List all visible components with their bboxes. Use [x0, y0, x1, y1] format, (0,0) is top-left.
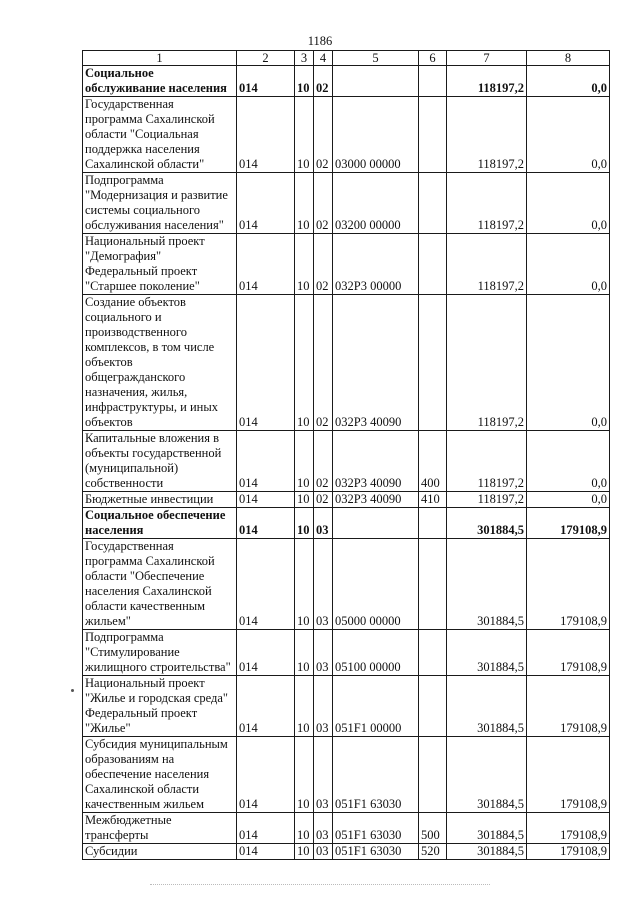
target-article-cell: 05100 00000 [333, 630, 419, 676]
item-name-line: Государственная [85, 97, 174, 111]
section-code-cell: 10 [295, 539, 314, 630]
item-name-line: населения [85, 523, 144, 537]
amount-federal-cell: 179108,9 [527, 508, 610, 539]
expense-type-cell: 410 [419, 492, 447, 508]
item-name-line: Субсидии [85, 844, 138, 858]
header-cell: 8 [527, 51, 610, 66]
amount-cell: 301884,5 [447, 813, 527, 844]
table-row [83, 676, 610, 737]
header-cell: 3 [295, 51, 314, 66]
ministry-code-cell: 014 [237, 676, 295, 737]
item-name-line: программа Сахалинской [85, 112, 215, 126]
header-cell: 5 [333, 51, 419, 66]
item-name-line: Федеральный проект [85, 264, 198, 278]
table-row [83, 737, 610, 813]
subsection-code-cell: 03 [314, 630, 333, 676]
item-name-line: Социальное [85, 66, 154, 80]
target-article-cell: 051F1 63030 [333, 737, 419, 813]
item-name-line: Капитальные вложения в [85, 431, 219, 445]
ministry-code-cell: 014 [237, 295, 295, 431]
target-article-cell [333, 66, 419, 97]
ministry-code-cell: 014 [237, 97, 295, 173]
section-code-cell: 10 [295, 66, 314, 97]
section-code-cell: 10 [295, 431, 314, 492]
item-name-line: качественным жильем [85, 797, 205, 811]
ministry-code-cell: 014 [237, 813, 295, 844]
item-name-line: обслуживания населения" [85, 218, 224, 232]
item-name-line: комплексов, в том числе [85, 340, 215, 354]
item-name-line: социального и [85, 310, 162, 324]
table-row [83, 234, 610, 295]
item-name-line: Межбюджетные [85, 813, 172, 827]
expense-type-cell: 400 [419, 431, 447, 492]
amount-federal-cell: 179108,9 [527, 676, 610, 737]
item-name-cell [83, 173, 237, 234]
item-name-line: (муниципальной) [85, 461, 179, 475]
expense-type-cell: 520 [419, 844, 447, 860]
expense-type-cell [419, 676, 447, 737]
subsection-code-cell: 03 [314, 737, 333, 813]
target-article-cell: 051F1 63030 [333, 844, 419, 860]
item-name-line: "Старшее поколение" [85, 279, 200, 293]
item-name-line: Сахалинской области" [85, 157, 205, 171]
amount-cell: 301884,5 [447, 539, 527, 630]
budget-table [82, 50, 610, 860]
item-name-line: программа Сахалинской [85, 554, 215, 568]
item-name-line: области качественным [85, 599, 206, 613]
expense-type-cell [419, 737, 447, 813]
section-code-cell: 10 [295, 173, 314, 234]
ministry-code-cell: 014 [237, 539, 295, 630]
amount-federal-cell: 0,0 [527, 492, 610, 508]
item-name-cell [83, 813, 237, 844]
amount-federal-cell: 179108,9 [527, 539, 610, 630]
subsection-code-cell: 03 [314, 813, 333, 844]
header-cell: 7 [447, 51, 527, 66]
item-name-cell [83, 431, 237, 492]
amount-federal-cell: 179108,9 [527, 813, 610, 844]
subsection-code-cell: 03 [314, 539, 333, 630]
item-name-line: области "Обеспечение [85, 569, 205, 583]
table-row [83, 539, 610, 630]
item-name-line: назначения, жилья, [85, 385, 188, 399]
item-name-cell [83, 492, 237, 508]
subsection-code-cell: 02 [314, 492, 333, 508]
subsection-code-cell: 03 [314, 844, 333, 860]
item-name-line: жилищного строительства" [85, 660, 231, 674]
item-name-cell [83, 97, 237, 173]
item-name-cell [83, 66, 237, 97]
amount-cell: 301884,5 [447, 737, 527, 813]
section-code-cell: 10 [295, 737, 314, 813]
item-name-line: "Модернизация и развитие [85, 188, 228, 202]
subsection-code-cell: 02 [314, 66, 333, 97]
amount-cell: 118197,2 [447, 431, 527, 492]
scan-dotted-artifact [150, 884, 490, 891]
item-name-cell [83, 676, 237, 737]
expense-type-cell [419, 97, 447, 173]
expense-type-cell [419, 66, 447, 97]
table-row [83, 431, 610, 492]
header-row [83, 51, 610, 66]
amount-cell: 301884,5 [447, 844, 527, 860]
amount-federal-cell: 0,0 [527, 97, 610, 173]
amount-cell: 118197,2 [447, 173, 527, 234]
amount-cell: 118197,2 [447, 295, 527, 431]
table-row [83, 66, 610, 97]
table-row [83, 630, 610, 676]
item-name-line: "Демография" [85, 249, 162, 263]
target-article-cell [333, 508, 419, 539]
item-name-line: Бюджетные инвестиции [85, 492, 214, 506]
item-name-line: Федеральный проект [85, 706, 198, 720]
table-row [83, 173, 610, 234]
section-code-cell: 10 [295, 630, 314, 676]
subsection-code-cell: 02 [314, 234, 333, 295]
target-article-cell: 03000 00000 [333, 97, 419, 173]
amount-federal-cell: 179108,9 [527, 844, 610, 860]
subsection-code-cell: 03 [314, 508, 333, 539]
amount-cell: 301884,5 [447, 508, 527, 539]
section-code-cell: 10 [295, 813, 314, 844]
item-name-cell [83, 844, 237, 860]
target-article-cell: 051F1 63030 [333, 813, 419, 844]
item-name-line: Сахалинской области [85, 782, 200, 796]
item-name-line: "Жилье" [85, 721, 131, 735]
item-name-line: Подпрограмма [85, 630, 164, 644]
expense-type-cell [419, 508, 447, 539]
item-name-line: Государственная [85, 539, 174, 553]
item-name-line: объектов [85, 355, 133, 369]
item-name-cell [83, 539, 237, 630]
item-name-line: Субсидия муниципальным [85, 737, 228, 751]
amount-federal-cell: 179108,9 [527, 630, 610, 676]
target-article-cell: 032P3 40090 [333, 295, 419, 431]
target-article-cell: 051F1 00000 [333, 676, 419, 737]
ministry-code-cell: 014 [237, 844, 295, 860]
amount-cell: 118197,2 [447, 97, 527, 173]
amount-cell: 118197,2 [447, 66, 527, 97]
header-cell: 4 [314, 51, 333, 66]
expense-type-cell [419, 295, 447, 431]
item-name-line: области "Социальная [85, 127, 199, 141]
item-name-line: обслуживание населения [85, 81, 227, 95]
expense-type-cell [419, 234, 447, 295]
table-row [83, 813, 610, 844]
target-article-cell: 03200 00000 [333, 173, 419, 234]
subsection-code-cell: 02 [314, 97, 333, 173]
table-body [83, 51, 610, 860]
section-code-cell: 10 [295, 97, 314, 173]
ministry-code-cell: 014 [237, 66, 295, 97]
table-row [83, 97, 610, 173]
scan-speck [71, 689, 74, 692]
ministry-code-cell: 014 [237, 431, 295, 492]
expense-type-cell [419, 630, 447, 676]
item-name-line: объектов [85, 415, 133, 429]
item-name-line: Социальное обеспечение [85, 508, 226, 522]
amount-federal-cell: 0,0 [527, 295, 610, 431]
ministry-code-cell: 014 [237, 508, 295, 539]
target-article-cell: 032P3 40090 [333, 492, 419, 508]
amount-federal-cell: 0,0 [527, 66, 610, 97]
table-row [83, 492, 610, 508]
header-cell: 6 [419, 51, 447, 66]
header-cell: 1 [83, 51, 237, 66]
item-name-cell [83, 630, 237, 676]
item-name-line: "Жилье и городская среда" [85, 691, 229, 705]
amount-cell: 301884,5 [447, 676, 527, 737]
item-name-line: инфраструктуры, и иных [85, 400, 218, 414]
expense-type-cell [419, 539, 447, 630]
target-article-cell: 032P3 00000 [333, 234, 419, 295]
item-name-line: "Стимулирование [85, 645, 180, 659]
amount-cell: 118197,2 [447, 234, 527, 295]
item-name-line: образованиям на [85, 752, 175, 766]
item-name-line: Подпрограмма [85, 173, 164, 187]
amount-federal-cell: 0,0 [527, 173, 610, 234]
amount-cell: 118197,2 [447, 492, 527, 508]
section-code-cell: 10 [295, 508, 314, 539]
expense-type-cell [419, 173, 447, 234]
section-code-cell: 10 [295, 234, 314, 295]
item-name-line: Создание объектов [85, 295, 186, 309]
item-name-line: производственного [85, 325, 187, 339]
amount-federal-cell: 0,0 [527, 234, 610, 295]
page-number: 1186 [307, 34, 333, 48]
item-name-cell [83, 234, 237, 295]
section-code-cell: 10 [295, 492, 314, 508]
ministry-code-cell: 014 [237, 737, 295, 813]
header-cell: 2 [237, 51, 295, 66]
subsection-code-cell: 02 [314, 431, 333, 492]
subsection-code-cell: 03 [314, 676, 333, 737]
item-name-line: системы социального [85, 203, 201, 217]
item-name-line: поддержка населения [85, 142, 200, 156]
item-name-line: населения Сахалинской [85, 584, 212, 598]
amount-cell: 301884,5 [447, 630, 527, 676]
item-name-line: Национальный проект [85, 676, 205, 690]
expense-type-cell: 500 [419, 813, 447, 844]
table-row [83, 295, 610, 431]
ministry-code-cell: 014 [237, 492, 295, 508]
item-name-line: обеспечение населения [85, 767, 210, 781]
ministry-code-cell: 014 [237, 173, 295, 234]
table-row [83, 844, 610, 860]
item-name-cell [83, 508, 237, 539]
item-name-line: общегражданского [85, 370, 186, 384]
ministry-code-cell: 014 [237, 234, 295, 295]
subsection-code-cell: 02 [314, 295, 333, 431]
item-name-line: трансферты [85, 828, 149, 842]
target-article-cell: 032P3 40090 [333, 431, 419, 492]
item-name-line: жильем" [85, 614, 131, 628]
amount-federal-cell: 179108,9 [527, 737, 610, 813]
subsection-code-cell: 02 [314, 173, 333, 234]
item-name-line: собственности [85, 476, 164, 490]
amount-federal-cell: 0,0 [527, 431, 610, 492]
target-article-cell: 05000 00000 [333, 539, 419, 630]
section-code-cell: 10 [295, 676, 314, 737]
section-code-cell: 10 [295, 295, 314, 431]
item-name-line: Национальный проект [85, 234, 205, 248]
item-name-line: объекты государственной [85, 446, 222, 460]
item-name-cell [83, 737, 237, 813]
ministry-code-cell: 014 [237, 630, 295, 676]
table-row [83, 508, 610, 539]
section-code-cell: 10 [295, 844, 314, 860]
item-name-cell [83, 295, 237, 431]
